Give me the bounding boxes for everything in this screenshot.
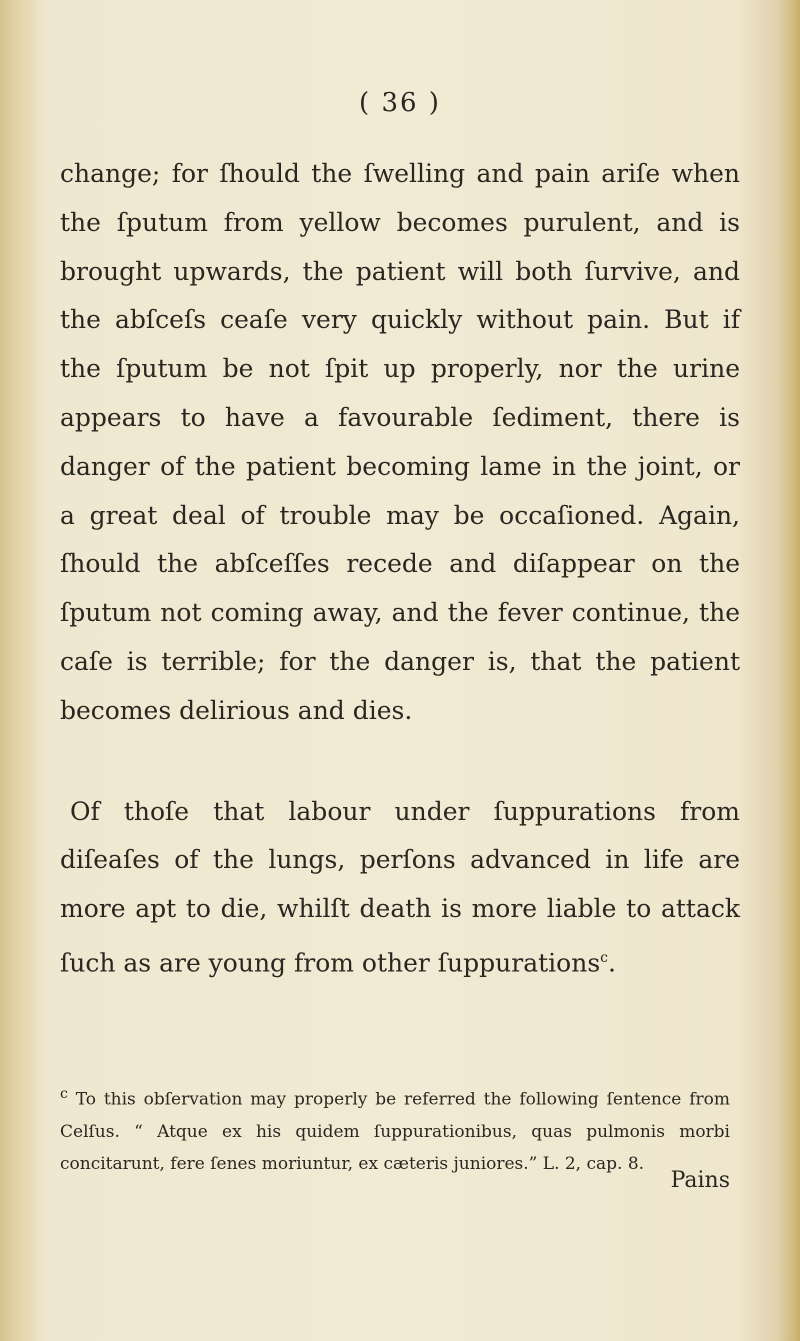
paragraph-2-text: Of thoſe that labour under ſuppurations from diſeaſes of the lungs, perſons advanced in life are more apt to die, whilſt death is more liable to attack ſuch as are young from other ſuppurations — [60, 796, 740, 978]
paragraph-2: Of thoſe that labour under ſuppurations from diſeaſes of the lungs, perſons advanced in life are more apt to die, whilſt death is more liable to attack ſuch as are young from other ſuppurations$^c$. — [60, 796, 740, 978]
footnote-marker: c — [60, 1086, 68, 1102]
page-edge-shadow — [778, 0, 800, 1341]
footnote — [60, 1078, 730, 1180]
body-text — [60, 150, 740, 988]
page-number: ( 36 ) — [359, 88, 441, 118]
footnote-text: To this obſervation may properly be referred the following ſentence from Celſus. “ Atque ex his quidem ſuppurationibus, quas pulmonis morbi concitarunt, fere ſenes moriuntur, ex cæteris juniores.” L. 2, cap. 8. — [60, 1089, 730, 1174]
paragraph-1: change; for ſhould the ſwelling and pain ariſe when the ſputum from yellow becomes purulent, and is brought upwards, the patient will both ſurvive, and the abſceſs ceaſe very quickly without pain. But if the ſputum be not ſpit up properly, nor the urine appears to have a favourable ſediment, there is danger of the patient becoming lame in the joint, or a great deal of trouble may be occaſioned. Again, ſhould the abſceſſes recede and diſappear on the ſputum not coming away, and the fever continue, the caſe is terrible; for the danger is, that the patient becomes delirious and dies. — [60, 159, 740, 725]
footnote-reference: c — [600, 949, 608, 966]
catchword: Pains — [670, 1168, 730, 1193]
page-binding-shadow — [0, 0, 40, 1341]
